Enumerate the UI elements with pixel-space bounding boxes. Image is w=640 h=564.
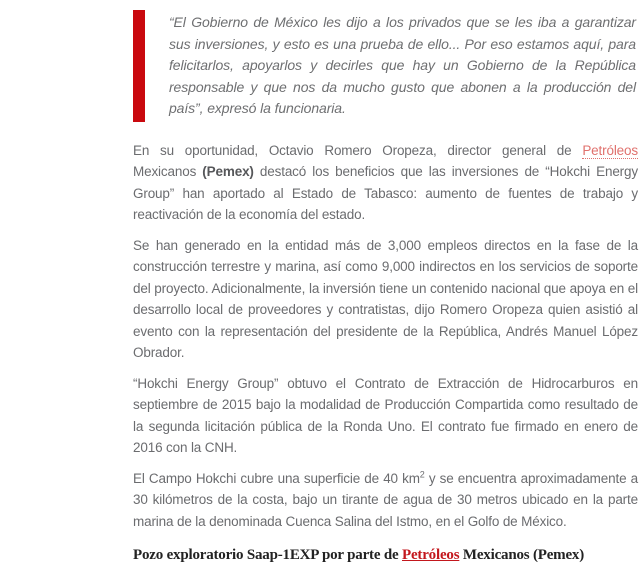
paragraph-empleos: Se han generado en la entidad más de 3,000 empleos directos en la fase de la construcción terrestre y marina, así como 9,000 indirectos en los servicios de soporte del proyecto. Adicionalmente, la inversión tiene un contenido nacional que apoya en el desarrollo local de proveedores y contratistas, dijo Romero Oropeza quien asistió al evento con la representación del presidente de la República, Andrés Manuel López Obrador. <box>133 237 638 360</box>
paragraph-contrato: “Hokchi Energy Group” obtuvo el Contrato de Extracción de Hidrocarburos en septiembre de 2015 bajo la modalidad de Producción Compartida como resultado de la segunda licitación pública de la Ronda Uno. El contrato fue firmado en enero de 2016 con la CNH. <box>133 375 638 455</box>
heading-text: Pozo exploratorio Saap-1EXP por parte de <box>133 547 402 563</box>
petroleos-link[interactable]: Petróleos <box>582 142 638 158</box>
pemex-bold-text: (Pemex) <box>202 164 254 179</box>
paragraph-pemex-director <box>133 140 638 226</box>
pull-quote-text: “El Gobierno de México les dijo a los privados que se les iba a garantizar sus inversiones, y esto es una prueba de ello... Por eso estamos aquí, para felicitarlos, apoyarlos y decirles que hay un Gobierno de la República responsable y que nos da mucho gusto que abonen a la producción del país”, expresó la funcionaria. <box>169 14 636 116</box>
paragraph-text: En su oportunidad, Octavio Romero Oropeza, director general de <box>133 142 583 158</box>
paragraph-text: y se encuentra aproximadamente a 30 kilómetros de la costa, bajo un tirante de agua de 30 metros ubicado en la parte marina de la denominada Cuenca Salina del Istmo, en el Golfo de México. <box>133 470 638 529</box>
paragraph-text: El Campo Hokchi cubre una superficie de 40 km <box>133 470 420 486</box>
heading-text: Mexicanos (Pemex) <box>459 547 585 563</box>
pull-quote <box>133 10 638 122</box>
paragraph-text: Mexicanos <box>133 164 203 179</box>
paragraph-text: destacó los beneficios que las inversiones de “Hokchi Energy Group” han aportado al Estado de Tabasco: aumento de fuentes de trabajo y reactivación de la economía del estado. <box>133 164 638 222</box>
heading-petroleos-link[interactable]: Petróleos <box>402 547 460 563</box>
paragraph-campo-hokchi <box>133 468 638 533</box>
article-content <box>133 0 638 564</box>
superscript-2: 2 <box>419 469 425 479</box>
section-heading <box>133 547 638 564</box>
